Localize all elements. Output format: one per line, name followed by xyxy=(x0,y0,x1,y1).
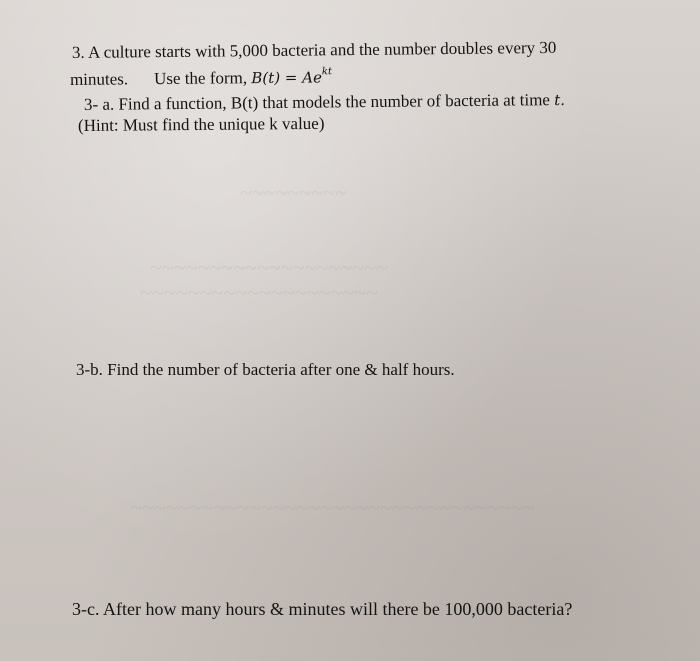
part-c-question: 3-c. After how many hours & minutes will there be 100,000 bacteria? xyxy=(72,599,573,619)
hint-text: (Hint: Must find the unique k value) xyxy=(77,113,325,135)
part-a-question xyxy=(84,91,565,113)
use-form-text: Use the form, xyxy=(153,68,248,89)
formula-exponent: kt xyxy=(321,66,333,78)
formula-main: B(t) = Ae xyxy=(251,68,323,88)
bleed-through-text: ~~~~~~~~~ xyxy=(240,180,348,205)
minutes-text: minutes. xyxy=(69,69,129,89)
part-b-question: 3-b. Find the number of bacteria after one & half hours. xyxy=(76,360,455,379)
bleed-through-text: ~~~~~~~~~~~~~~~~~~~~ xyxy=(140,280,379,305)
bleed-through-text: ~~~~~~~~~~~~~~~~~~~~ xyxy=(150,255,389,280)
time-variable: t. xyxy=(554,90,566,110)
bleed-through-text: ~~~~~~~~~~~~~~~~~~~~~~~~~~~~~~~~~~ xyxy=(130,495,535,520)
problem-statement-line2 xyxy=(70,67,332,88)
formula xyxy=(251,68,332,87)
problem-statement-line1: 3. A culture starts with 5,000 bacteria and the number doubles every 30 xyxy=(71,37,557,62)
part-a-text: 3- a. Find a function, B(t) that models the number of bacteria at time xyxy=(83,90,551,114)
